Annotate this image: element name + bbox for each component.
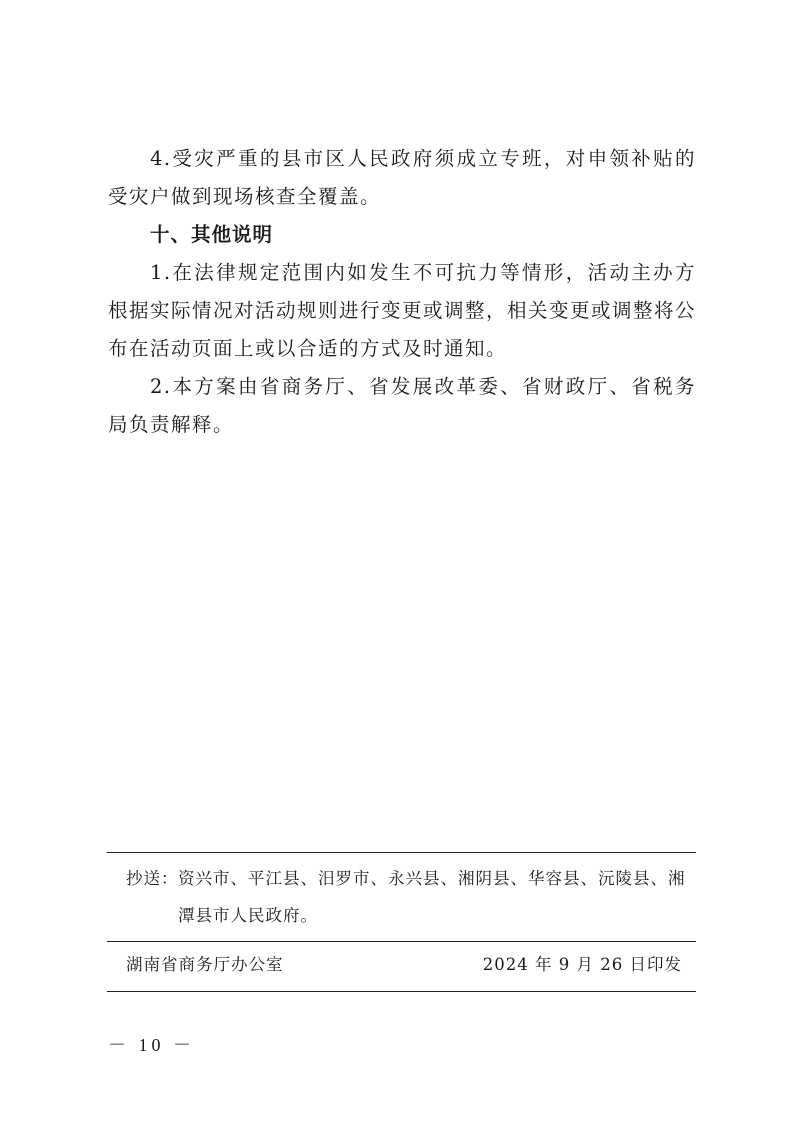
footer-middle-rule (107, 941, 696, 942)
footer-top-rule (107, 852, 696, 853)
page-number: － 10 － (108, 1035, 195, 1055)
paragraph-item-4: 4.受灾严重的县市区人民政府须成立专班，对申领补贴的受灾户做到现场核查全覆盖。 (108, 147, 696, 208)
paragraph-other-1: 1.在法律规定范围内如发生不可抗力等情形，活动主办方根据实际情况对活动规则进行变更或调整，相关变更或调整将公布在活动页面上或以合适的方式及时通知。 (108, 261, 697, 360)
footer-bottom-rule (107, 991, 696, 992)
cc-label: 抄送： (126, 869, 179, 888)
cc-recipients: 资兴市、平江县、汨罗市、永兴县、湘阴县、华容县、沅陵县、湘潭县市人民政府。 (178, 869, 686, 925)
issuer-name: 湖南省商务厅办公室 (126, 955, 284, 974)
section-heading-other-notes: 十、其他说明 (150, 223, 274, 246)
issue-date: 2024 年 9 月 26 日印发 (482, 955, 682, 974)
paragraph-other-2: 2.本方案由省商务厅、省发展改革委、省财政厅、省税务局负责解释。 (108, 375, 696, 436)
